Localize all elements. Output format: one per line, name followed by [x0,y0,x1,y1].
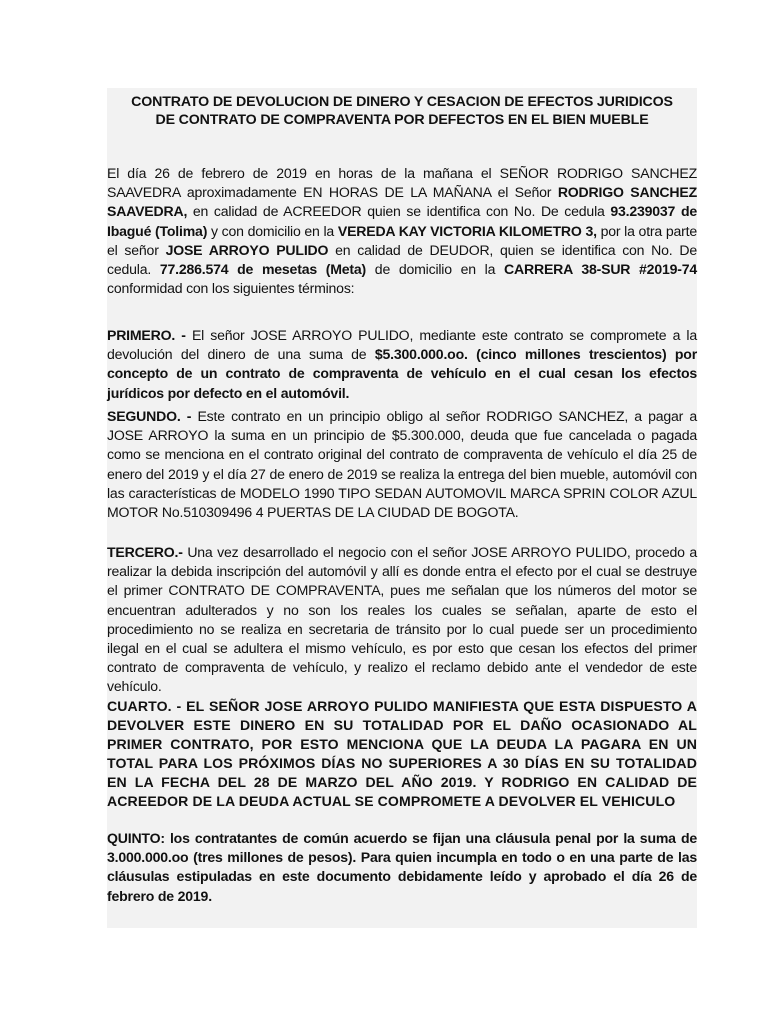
intro-text-3: y con domicilio en la [207,222,338,239]
clause-primero [107,326,697,403]
intro-text-2: en calidad de ACREEDOR quien se identifica con No. De cedula [187,203,611,220]
document-title [107,93,697,129]
intro-paragraph [107,164,697,298]
title-line-1: CONTRATO DE DEVOLUCION DE DINERO Y CESACION DE EFECTOS JURIDICOS [131,94,673,110]
intro-text-4: por la otra parte el señor [107,222,697,258]
intro-text-1: El día 26 de febrero de 2019 en horas de la mañana el SEÑOR RODRIGO SANCHEZ SAAVEDRA aproximadamente EN HORAS DE LA MAÑANA el Señor [107,165,697,201]
intro-bold-1: RODRIGO SANCHEZ SAAVEDRA, [107,184,697,220]
intro-bold-4: JOSE ARROYO PULIDO [165,241,329,258]
clause-primero-text: El señor JOSE ARROYO PULIDO, mediante este contrato se compromete a la devolución del dinero de una suma de [107,327,697,363]
title-line-2: DE CONTRATO DE COMPRAVENTA POR DEFECTOS EN EL BIEN MUEBLE [155,112,649,128]
clause-segundo-label: SEGUNDO. - [107,408,192,424]
intro-text-7: conformidad con los siguientes términos: [107,280,355,297]
intro-bold-2: 93.239037 de Ibagué (Tolima) [107,203,697,239]
clause-cuarto [107,697,697,811]
intro-text-5: en calidad de DEUDOR, quien se identifica con No. De cedula. [107,241,697,278]
clause-quinto [107,829,697,906]
clause-segundo [107,407,697,522]
clause-primero-label: PRIMERO. - [107,327,186,343]
clause-segundo-text: Este contrato en un principio obligo al señor RODRIGO SANCHEZ, a pagar a JOSE ARROYO la suma en un principio de $5.300.000, deuda que fue cancelada o pagada como se menciona en el contrato original del contrato de compraventa de vehículo el día 25 de enero del 2019 y el día 27 de enero de 2019 se realiza la entrega del bien mueble, automóvil con las características de MODELO 1990 TIPO SEDAN AUTOMOVIL MARCA SPRIN COLOR AZUL MOTOR No.510309496 4 PUERTAS DE LA CIUDAD DE BOGOTA. [107,408,697,521]
intro-text-6: de domicilio en la [366,261,505,278]
clause-tercero-text: Una vez desarrollado el negocio con el señor JOSE ARROYO PULIDO, procedo a realizar la debida inscripción del automóvil y allí es donde entra el efecto por el cual se destruye el primer CONTRATO DE COMPRAVENTA, pues me señalan que los números del motor se encuentran adulterados y no son los reales los cuales se señalan, aparte de esto el procedimiento no se realiza en secretaria de tránsito por lo cual puede ser un procedimiento ilegal en el cual se adultera el mismo vehículo, es por esto que cesan los efectos del primer contrato de compraventa de vehículo, y realizo el reclamo debido ante el vendedor de este vehículo. [107,544,697,695]
clause-cuarto-text: CUARTO. - EL SEÑOR JOSE ARROYO PULIDO MANIFIESTA QUE ESTA DISPUESTO A DEVOLVER ESTE DINERO EN SU TOTALIDAD POR EL DAÑO OCASIONADO AL PRIMER CONTRATO, POR ESTO MENCIONA QUE LA DEUDA LA PAGARA EN UN TOTAL PARA LOS PRÓXIMOS DÍAS NO SUPERIORES A 30 DÍAS EN SU TOTALIDAD EN LA FECHA DEL 28 DE MARZO DEL AÑO 2019. Y RODRIGO EN CALIDAD DE ACREEDOR DE LA DEUDA ACTUAL SE COMPROMETE A DEVOLVER EL VEHICULO [107,698,697,809]
clause-quinto-text: QUINTO: los contratantes de común acuerdo se fijan una cláusula penal por la suma de 3.000.000.oo (tres millones de pesos). Para quien incumpla en todo o en una parte de las cláusulas estipuladas en este documento debidamente leído y aprobado el día 26 de febrero de 2019. [107,830,697,904]
clause-tercero [107,543,697,697]
intro-bold-5: 77.286.574 de mesetas (Meta) [159,261,367,278]
clause-primero-bold: $5.300.000.oo. (cinco millones trescientos) por concepto de un contrato de compraventa de vehículo en el cual cesan los efectos jurídicos por defecto en el automóvil. [107,346,697,401]
clause-tercero-label: TERCERO.- [107,544,183,560]
intro-bold-3: VEREDA KAY VICTORIA KILOMETRO 3, [337,222,597,239]
intro-bold-6: CARRERA 38-SUR #2019-74 [504,261,698,278]
